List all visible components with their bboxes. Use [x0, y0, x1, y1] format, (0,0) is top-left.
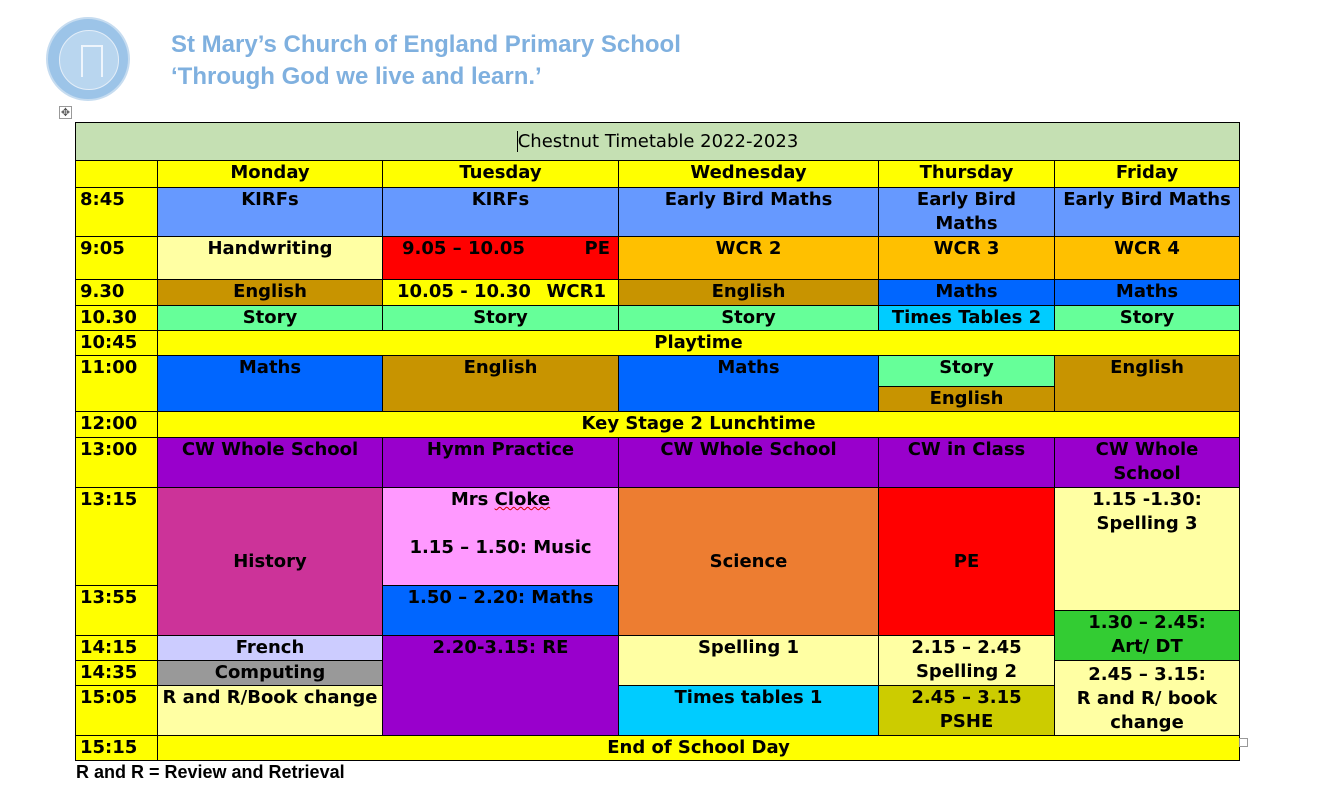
logo-emblem	[59, 30, 119, 90]
lesson-time-subject: 1.15 – 1.50: Music	[409, 537, 592, 558]
lesson-time: 2.45 – 3.15	[911, 687, 1022, 708]
timetable	[75, 122, 1240, 761]
time-label: 11:00	[76, 356, 158, 412]
lesson-cell: CW Whole School	[1055, 438, 1240, 488]
lesson-cell	[1055, 611, 1240, 661]
timetable-title-cell	[76, 123, 1240, 161]
lesson-cell	[383, 280, 619, 306]
lesson-cell: Maths	[879, 280, 1055, 306]
lesson-cell: Spelling 1	[619, 636, 879, 686]
teacher-name: Mrs Cloke	[450, 489, 551, 510]
lesson-cell: Early Bird Maths	[619, 188, 879, 237]
lesson-cell: English	[879, 387, 1055, 412]
time-label: 13:15	[76, 488, 158, 586]
lesson-cell: Hymn Practice	[383, 438, 619, 488]
school-logo	[46, 17, 130, 101]
lesson-cell: Computing	[158, 661, 383, 686]
lesson-subject: R and R/ book change	[1076, 688, 1218, 733]
lesson-cell: Maths	[619, 356, 879, 412]
lesson-cell: 2.20-3.15: RE	[383, 636, 619, 736]
lesson-cell: Maths	[1055, 280, 1240, 306]
lesson-cell	[383, 237, 619, 280]
lesson-time: 1.15 -1.30:	[1092, 489, 1202, 510]
day-header-friday: Friday	[1055, 161, 1240, 188]
end-of-day-cell: End of School Day	[158, 736, 1240, 761]
lesson-cell: Story	[619, 306, 879, 331]
lesson-cell: History	[158, 488, 383, 636]
time-label: 8:45	[76, 188, 158, 237]
time-label: 9.30	[76, 280, 158, 306]
time-label: 12:00	[76, 412, 158, 438]
lesson-cell: WCR 4	[1055, 237, 1240, 280]
lesson-cell: Handwriting	[158, 237, 383, 280]
lesson-time: 2.15 – 2.45	[911, 637, 1022, 658]
lesson-cell: CW Whole School	[619, 438, 879, 488]
lesson-cell: English	[383, 356, 619, 412]
lesson-cell: Early Bird Maths	[879, 188, 1055, 237]
lesson-cell	[1055, 488, 1240, 611]
school-motto: ‘Through God we live and learn.’	[171, 63, 542, 90]
lesson-time: 2.45 – 3.15:	[1088, 664, 1206, 685]
lesson-cell: R and R/Book change	[158, 686, 383, 736]
timetable-title: Chestnut Timetable 2022-2023	[517, 130, 799, 152]
lesson-cell: Story	[158, 306, 383, 331]
table-move-handle-icon[interactable]: ✥	[60, 106, 71, 119]
lesson-cell: CW Whole School	[158, 438, 383, 488]
school-name: St Mary’s Church of England Primary School	[171, 31, 681, 58]
day-header-wednesday: Wednesday	[619, 161, 879, 188]
time-label: 14:15	[76, 636, 158, 661]
lesson-cell: PE	[879, 488, 1055, 636]
lesson-subject: Spelling 3	[1096, 513, 1198, 534]
lesson-time: 9.05 – 10.05	[402, 238, 525, 259]
lesson-cell: Times tables 1	[619, 686, 879, 736]
lesson-time: 10.05 - 10.30	[397, 281, 531, 302]
lesson-cell: KIRFs	[383, 188, 619, 237]
lesson-subject: Spelling 2	[915, 661, 1018, 682]
lesson-subject: PE	[584, 238, 610, 259]
time-label: 9:05	[76, 237, 158, 280]
lunchtime-cell: Key Stage 2 Lunchtime	[158, 412, 1240, 438]
lesson-cell: WCR 3	[879, 237, 1055, 280]
table-resize-handle[interactable]	[1239, 738, 1248, 747]
lesson-cell: CW in Class	[879, 438, 1055, 488]
lesson-cell: KIRFs	[158, 188, 383, 237]
playtime-cell: Playtime	[158, 331, 1240, 356]
lesson-cell: Science	[619, 488, 879, 636]
time-label: 15:15	[76, 736, 158, 761]
time-label: 15:05	[76, 686, 158, 736]
day-header-monday: Monday	[158, 161, 383, 188]
lesson-cell	[879, 686, 1055, 736]
time-header-cell	[76, 161, 158, 188]
lesson-cell: Story	[1055, 306, 1240, 331]
lesson-cell: Times Tables 2	[879, 306, 1055, 331]
time-label: 13:00	[76, 438, 158, 488]
lesson-cell: Maths	[158, 356, 383, 412]
lesson-cell: Story	[879, 356, 1055, 387]
lesson-subject: Art/ DT	[1111, 636, 1183, 657]
time-label: 14:35	[76, 661, 158, 686]
footer-note: R and R = Review and Retrieval	[76, 762, 345, 782]
lesson-cell: French	[158, 636, 383, 661]
lesson-cell: Story	[383, 306, 619, 331]
lesson-time: 1.30 – 2.45:	[1088, 612, 1206, 633]
lesson-cell: English	[619, 280, 879, 306]
lesson-cell: English	[1055, 356, 1240, 412]
lesson-subject: WCR1	[546, 281, 606, 302]
lesson-cell: WCR 2	[619, 237, 879, 280]
day-header-tuesday: Tuesday	[383, 161, 619, 188]
time-label: 10.30	[76, 306, 158, 331]
time-label: 10:45	[76, 331, 158, 356]
day-header-thursday: Thursday	[879, 161, 1055, 188]
lesson-cell: Early Bird Maths	[1055, 188, 1240, 237]
lesson-cell: English	[158, 280, 383, 306]
school-header	[171, 29, 681, 93]
lesson-cell	[1055, 661, 1240, 736]
lesson-cell	[879, 636, 1055, 686]
lesson-subject: PSHE	[939, 711, 994, 732]
church-icon	[81, 45, 103, 77]
time-label: 13:55	[76, 586, 158, 636]
lesson-cell	[383, 488, 619, 586]
lesson-cell: 1.50 – 2.20: Maths	[383, 586, 619, 636]
